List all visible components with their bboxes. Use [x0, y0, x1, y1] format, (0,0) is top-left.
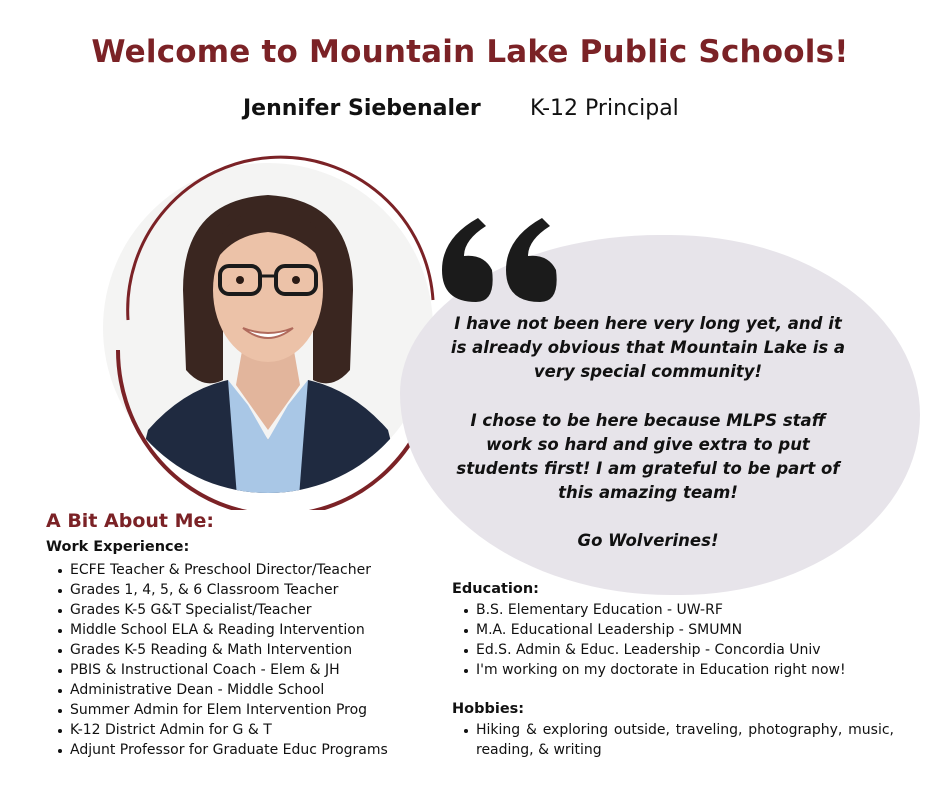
- list-item: ECFE Teacher & Preschool Director/Teacher: [52, 560, 432, 580]
- list-item: B.S. Elementary Education - UW-RF: [458, 600, 898, 620]
- work-list: [52, 560, 432, 760]
- list-item: Grades K-5 Reading & Math Intervention: [52, 640, 432, 660]
- quote-mark-icon: [438, 214, 578, 308]
- education-list: [458, 600, 898, 680]
- principal-quote: [448, 312, 848, 578]
- list-item: Hiking & exploring outside, traveling, photography, music, reading, & writing: [458, 720, 894, 760]
- portrait-photo: [88, 140, 448, 510]
- principal-name: Jennifer Siebenaler: [243, 96, 481, 121]
- list-item: Grades K-5 G&T Specialist/Teacher: [52, 600, 432, 620]
- hobbies-list: [458, 720, 894, 760]
- list-item: K-12 District Admin for G & T: [52, 720, 432, 740]
- list-item: Grades 1, 4, 5, & 6 Classroom Teacher: [52, 580, 432, 600]
- list-item: M.A. Educational Leadership - SMUMN: [458, 620, 898, 640]
- hobbies-heading: Hobbies:: [452, 701, 525, 717]
- list-item: Administrative Dean - Middle School: [52, 680, 432, 700]
- list-item: Middle School ELA & Reading Intervention: [52, 620, 432, 640]
- list-item: Summer Admin for Elem Intervention Prog: [52, 700, 432, 720]
- list-item: I'm working on my doctorate in Education right now!: [458, 660, 898, 680]
- list-item: Adjunt Professor for Graduate Educ Programs: [52, 740, 432, 760]
- principal-role: K-12 Principal: [530, 96, 679, 121]
- quote-paragraph: I chose to be here because MLPS staff work so hard and give extra to put students first! I am grateful to be part of this amazing team!: [456, 410, 840, 503]
- page-title: Welcome to Mountain Lake Public Schools!: [91, 34, 849, 70]
- about-heading: A Bit About Me:: [46, 510, 214, 532]
- quote-closing: Go Wolverines!: [577, 531, 719, 551]
- education-heading: Education:: [452, 581, 539, 597]
- list-item: PBIS & Instructional Coach - Elem & JH: [52, 660, 432, 680]
- quote-paragraph: I have not been here very long yet, and it is already obvious that Mountain Lake is a very special community!: [450, 314, 846, 382]
- work-heading: Work Experience:: [46, 539, 190, 555]
- list-item: Ed.S. Admin & Educ. Leadership - Concordia Univ: [458, 640, 898, 660]
